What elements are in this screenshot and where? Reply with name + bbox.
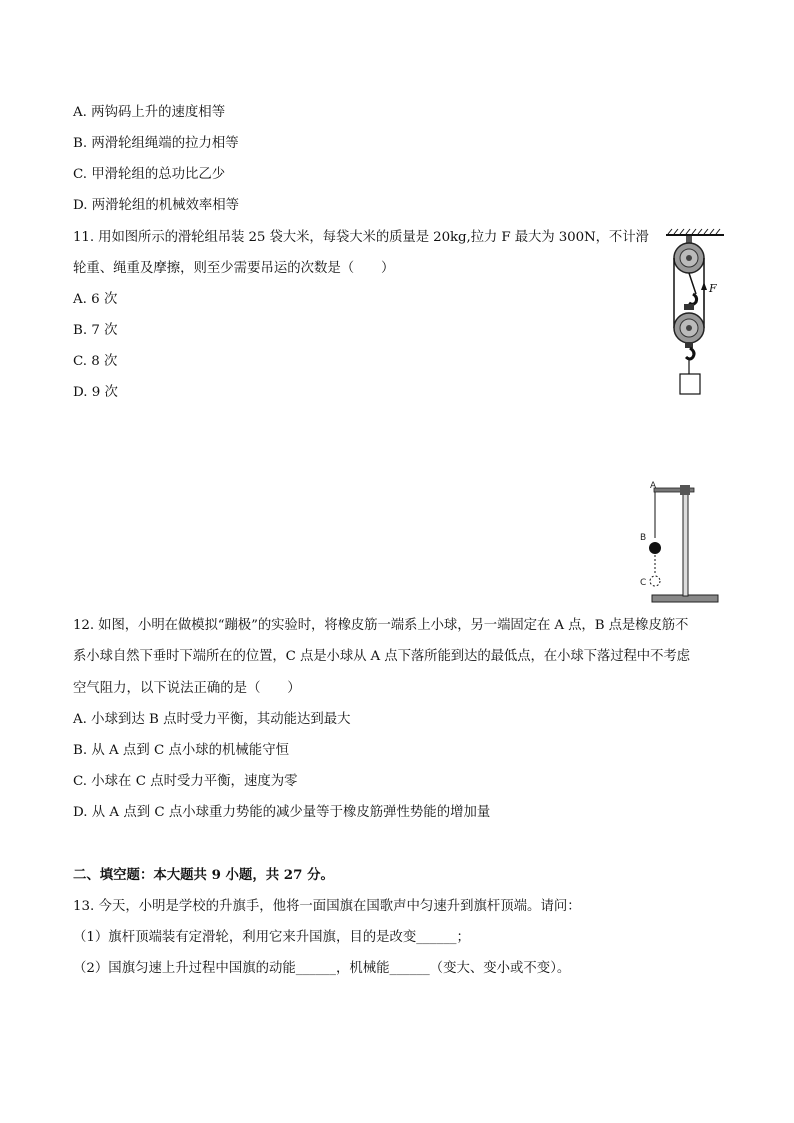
q11-option-a: A. 6 次 bbox=[73, 292, 118, 307]
hook-lower bbox=[686, 348, 694, 359]
hook-upper bbox=[689, 294, 697, 304]
point-c-label: C bbox=[640, 578, 647, 588]
load-box bbox=[680, 374, 700, 394]
force-arrow-head bbox=[701, 282, 707, 290]
q11-stem-line2: 轮重、绳重及摩擦，则至少需要吊运的次数是（ ） bbox=[73, 261, 395, 276]
bungee-stand-figure bbox=[632, 476, 724, 606]
q12-stem-line3: 空气阻力，以下说法正确的是（ ） bbox=[73, 681, 301, 696]
q12-stem-line1: 12. 如图，小明在做模拟“蹦极”的实验时，将橡皮筋一端系上小球，另一端固定在 A 点，B 点是橡皮筋不 bbox=[73, 618, 689, 633]
q12-option-a: A. 小球到达 B 点时受力平衡，其动能达到最大 bbox=[73, 712, 351, 727]
point-a-label: A bbox=[650, 481, 657, 491]
q11-option-c: C. 8 次 bbox=[73, 354, 118, 369]
q11-option-d: D. 9 次 bbox=[73, 385, 118, 400]
q13-part1: （1）旗杆顶端装有定滑轮，利用它来升国旗，目的是改变______； bbox=[73, 930, 470, 945]
hook-block bbox=[684, 304, 694, 310]
q12-option-c: C. 小球在 C 点时受力平衡，速度为零 bbox=[73, 774, 298, 789]
section-heading-fill-blank: 二、填空题：本大题共 9 小题，共 27 分。 bbox=[73, 867, 334, 883]
q10-option-b: B. 两滑轮组绳端的拉力相等 bbox=[73, 136, 239, 151]
fixed-pulley bbox=[674, 243, 704, 273]
q10-option-a: A. 两钩码上升的速度相等 bbox=[73, 105, 226, 120]
clamp bbox=[680, 485, 690, 495]
q10-option-c: C. 甲滑轮组的总功比乙少 bbox=[73, 167, 226, 182]
ball-at-c bbox=[650, 576, 660, 586]
q13-part2: （2）国旗匀速上升过程中国旗的动能______，机械能______（变大、变小或不变）。 bbox=[73, 961, 571, 976]
force-label: F bbox=[709, 282, 717, 295]
stand-pole bbox=[683, 486, 688, 596]
ceiling-hatch bbox=[668, 229, 720, 234]
q13-stem: 13. 今天，小明是学校的升旗手，他将一面国旗在国歌声中匀速升到旗杆顶端。请问： bbox=[73, 899, 581, 914]
lower-hook-block bbox=[685, 342, 693, 348]
pulley-system-figure bbox=[660, 226, 730, 398]
q10-option-d: D. 两滑轮组的机械效率相等 bbox=[73, 198, 240, 213]
point-b-label: B bbox=[640, 533, 647, 543]
q12-stem-line2: 系小球自然下垂时下端所在的位置，C 点是小球从 A 点下落所能到达的最低点，在小球下落过程中不考虑 bbox=[73, 649, 690, 664]
q12-option-b: B. 从 A 点到 C 点小球的机械能守恒 bbox=[73, 743, 289, 758]
ball-at-b bbox=[649, 542, 661, 554]
q11-stem-line1: 11. 用如图所示的滑轮组吊装 25 袋大米，每袋大米的质量是 20kg,拉力 F 最大为 300N，不计滑 bbox=[73, 230, 649, 245]
movable-pulley bbox=[674, 313, 704, 343]
q11-option-b: B. 7 次 bbox=[73, 323, 118, 338]
q12-option-d: D. 从 A 点到 C 点小球重力势能的减少量等于橡皮筋弹性势能的增加量 bbox=[73, 805, 491, 820]
rope-middle bbox=[689, 273, 696, 294]
